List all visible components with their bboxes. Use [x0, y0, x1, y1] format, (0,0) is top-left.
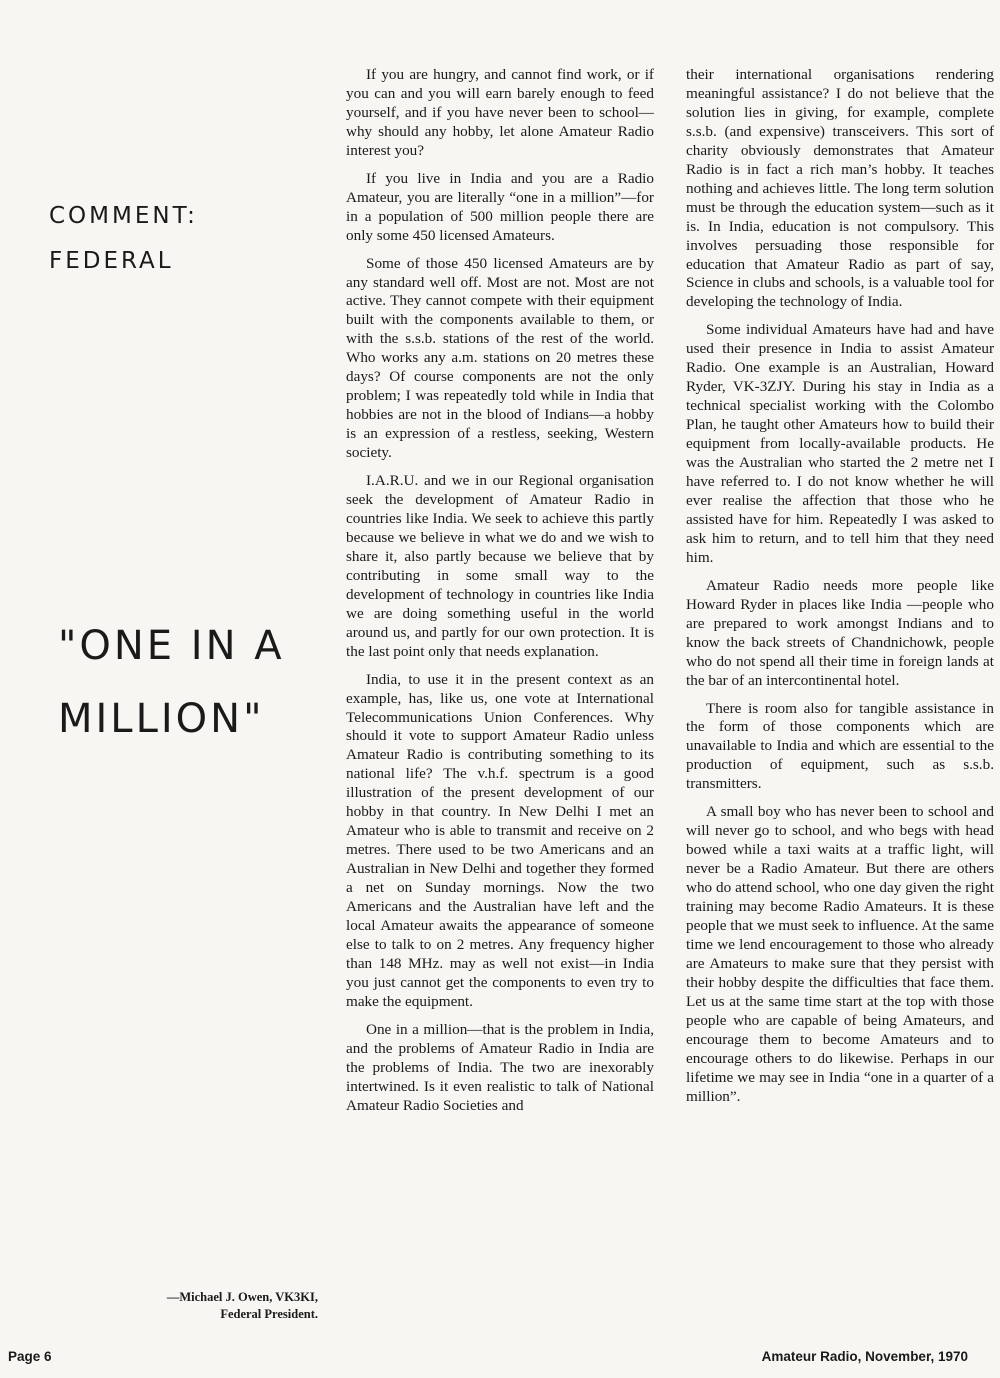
author-signoff [90, 1289, 318, 1323]
paragraph: their international organisations rendering meaningful assistance? I do not believe that the solution lies in giving, for example, complete s.s.b. (and expensive) transceivers. This sort of charity obviously demonstrates that Amateur Radio is in fact a rich man’s hobby. It teaches nothing and achieves little. The long term solution must be through the education system—such as it is. In India, education is not compulsory. This involves persuading those responsible for education that Amateur Radio as part of say, Science in clubs and schools, is a valuable tool for developing the technology of India. [686, 66, 994, 311]
paragraph: One in a million—that is the problem in India, and the problems of Amateur Radio in India are the problems of India. The two are inexorably intertwined. Is it even realistic to talk of National Amateur Radio Societies and [346, 1020, 654, 1114]
section-label: COMMENT: [49, 203, 198, 229]
page-number: Page 6 [8, 1349, 52, 1364]
paragraph: Some individual Amateurs have had and have used their presence in India to assist Amateur Radio. One example is an Australian, Howard Ryder, VK-3ZJY. During his stay in India as a technical specialist working with the Colombo Plan, he taught other Amateurs how to build their equipment from locally-available products. He was the Australian who started the 2 metre net I have referred to. I do not know whether he will ever realise the affection that those who he assisted have for him. Repeatedly I was asked to ask him to return, and to tell him that they need him. [686, 321, 994, 566]
article-title-line-1: "ONE IN A [58, 623, 285, 669]
article-column-right [686, 66, 994, 1116]
paragraph: Some of those 450 licensed Amateurs are by any standard well off. Most are not. Most are not active. They cannot compete with their equipment built with the components available to them, or with the s.s.b. stations of the rest of the world. Who works any a.m. stations on 20 metres these days? Of course components are not the only problem; I was repeatedly told while in India that hobbies are not in the blood of Indians—a hobby is an expression of a restless, seeking, Western society. [346, 254, 654, 462]
paragraph: India, to use it in the present context as an example, has, like us, one vote at International Telecommunications Union Conferences. Why should it vote to support Amateur Radio unless Amateur Radio is contributing something to its national life? The v.h.f. spectrum is a good illustration of the present development of our hobby in that country. In New Delhi I met an Amateur who is able to transmit and receive on 2 metres. There used to be two Americans and an Australian in New Delhi and together they formed a net on Sunday mornings. Now the two Americans and the Australian have left and the local Amateur awaits the appearance of someone else to talk to on 2 metres. Any frequency higher than 148 MHz. may as well not exist—in India you just cannot get the components to even try to make the equipment. [346, 670, 654, 1010]
author-position: Federal President. [220, 1307, 318, 1321]
section-sublabel: FEDERAL [49, 248, 174, 274]
paragraph: There is room also for tangible assistance in the form of those components which are unavailable to India and which are essential to the production of equipment, such as s.s.b. transmitters. [686, 699, 994, 793]
paragraph: Amateur Radio needs more people like Howard Ryder in places like India —people who are prepared to work amongst Indians and to know the back streets of Chandnichowk, people who do not spend all their time in foreign lands at the bar of an intercontinental hotel. [686, 576, 994, 689]
article-column-middle [346, 66, 654, 1125]
paragraph: I.A.R.U. and we in our Regional organisation seek the development of Amateur Radio in countries like India. We seek to achieve this partly because we believe in what we do and we wish to share it, also partly because we believe that by contributing in some small way to the development of technology in countries like India we are doing something useful in the world around us, and partly for our own protection. It is the last point only that needs explanation. [346, 472, 654, 660]
paragraph: A small boy who has never been to school and will never go to school, and who begs with head bowed while a taxi waits at a traffic light, will never be a Radio Amateur. But there are others who do attend school, who one day given the right training may become Radio Amateurs. It is these people that we must seek to influence. At the same time we lend encouragement to those who already are Amateurs to make sure that they persist with their hobby despite the difficulties that face them. Let us at the same time start at the top with those people who are capable of being Amateurs, and encourage them to become Amateurs and to encourage others to do likewise. Perhaps in our lifetime we may see in India “one in a quarter of a million”. [686, 803, 994, 1105]
paragraph: If you live in India and you are a Radio Amateur, you are literally “one in a million”—for in a population of 500 million people there are only some 450 licensed Amateurs. [346, 169, 654, 244]
article-title-line-2: MILLION" [58, 696, 265, 742]
publication-footer: Amateur Radio, November, 1970 [761, 1349, 968, 1364]
paragraph: If you are hungry, and cannot find work, or if you can and you will earn barely enough to feed yourself, and if you have never been to school—why should any hobby, let alone Amateur Radio interest you? [346, 66, 654, 159]
author-name: —Michael J. Owen, VK3KI, [166, 1290, 318, 1304]
